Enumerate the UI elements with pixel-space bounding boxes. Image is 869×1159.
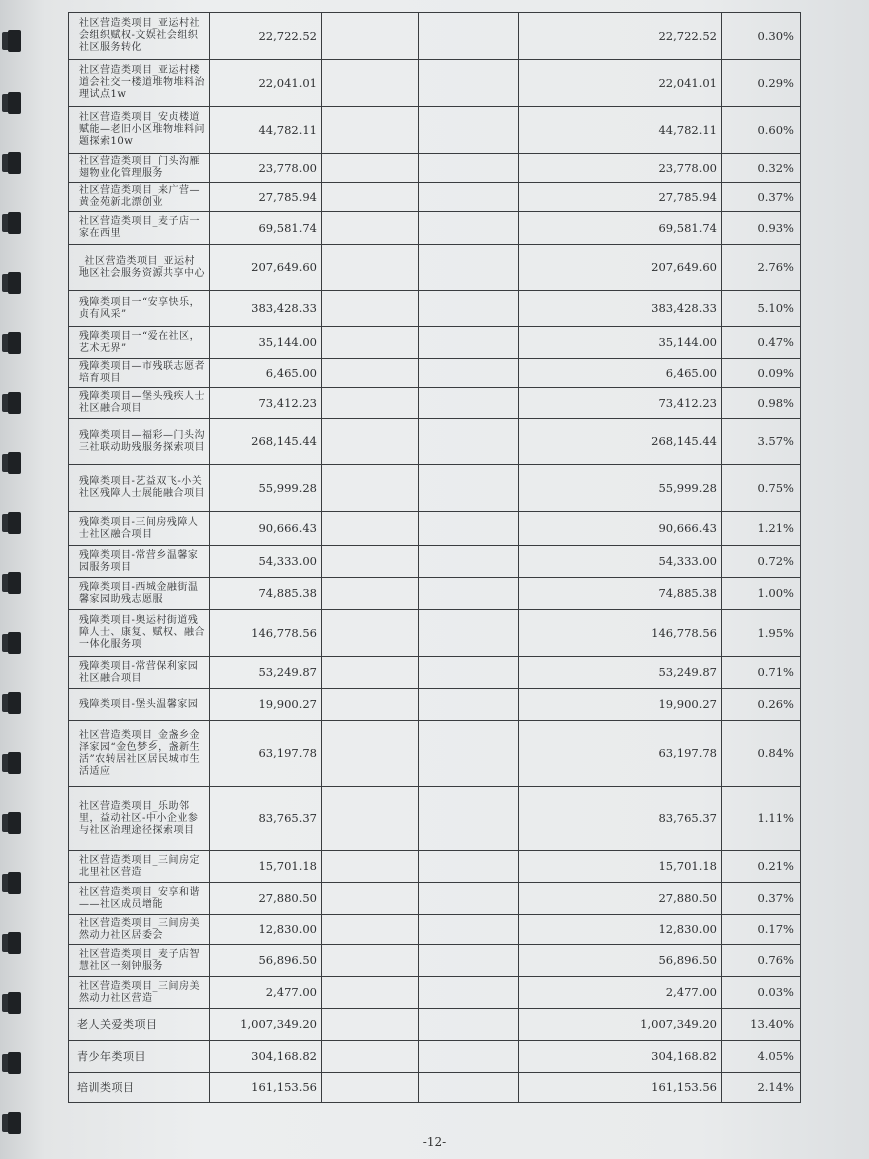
- percent-cell: 1.95%: [722, 610, 801, 657]
- empty-cell: [322, 359, 419, 388]
- empty-cell: [322, 578, 419, 610]
- amount-cell: 22,722.52: [210, 13, 322, 60]
- total-cell: 268,145.44: [519, 419, 722, 465]
- percent-cell: 0.29%: [722, 60, 801, 107]
- empty-cell: [419, 851, 519, 883]
- table-row: [69, 512, 801, 546]
- table-row: [69, 465, 801, 512]
- amount-cell: 56,896.50: [210, 945, 322, 977]
- amount-cell: 73,412.23: [210, 388, 322, 419]
- amount-cell: 1,007,349.20: [210, 1009, 322, 1041]
- empty-cell: [322, 291, 419, 327]
- table-row: [69, 610, 801, 657]
- table-row: [69, 1073, 801, 1103]
- percent-cell: 13.40%: [722, 1009, 801, 1041]
- empty-cell: [419, 419, 519, 465]
- percent-cell: 0.75%: [722, 465, 801, 512]
- empty-cell: [322, 1073, 419, 1103]
- amount-cell: 23,778.00: [210, 154, 322, 183]
- amount-cell: 27,880.50: [210, 883, 322, 915]
- empty-cell: [419, 212, 519, 245]
- total-cell: 383,428.33: [519, 291, 722, 327]
- percent-cell: 0.30%: [722, 13, 801, 60]
- empty-cell: [322, 154, 419, 183]
- project-name-cell: 社区营造类项目_亚运村楼道会社交一楼道堆物堆料治理试点1w: [69, 60, 210, 107]
- project-name-cell: 培训类项目: [69, 1073, 210, 1103]
- amount-cell: 63,197.78: [210, 721, 322, 787]
- percent-cell: 2.14%: [722, 1073, 801, 1103]
- empty-cell: [419, 689, 519, 721]
- empty-cell: [419, 13, 519, 60]
- project-name-cell: 残障类项目-奥运村街道残障人士、康复、赋权、融合一体化服务项: [69, 610, 210, 657]
- project-name-cell: 残障类项目-西城金融街温馨家园助残志愿服: [69, 578, 210, 610]
- project-name-cell: 社区营造类项目_三间房美然动力社区营造: [69, 977, 210, 1009]
- percent-cell: 0.76%: [722, 945, 801, 977]
- total-cell: 74,885.38: [519, 578, 722, 610]
- page-number: -12-: [422, 1135, 447, 1149]
- empty-cell: [322, 245, 419, 291]
- binder-holes: [0, 0, 30, 1159]
- amount-cell: 69,581.74: [210, 212, 322, 245]
- percent-cell: 3.57%: [722, 419, 801, 465]
- total-cell: 6,465.00: [519, 359, 722, 388]
- percent-cell: 0.03%: [722, 977, 801, 1009]
- table-row: [69, 851, 801, 883]
- amount-cell: 207,649.60: [210, 245, 322, 291]
- empty-cell: [419, 107, 519, 154]
- total-cell: 23,778.00: [519, 154, 722, 183]
- percent-cell: 2.76%: [722, 245, 801, 291]
- amount-cell: 90,666.43: [210, 512, 322, 546]
- table-row: [69, 787, 801, 851]
- percent-cell: 0.21%: [722, 851, 801, 883]
- total-cell: 73,412.23: [519, 388, 722, 419]
- empty-cell: [419, 915, 519, 945]
- empty-cell: [419, 291, 519, 327]
- table-row: [69, 212, 801, 245]
- amount-cell: 55,999.28: [210, 465, 322, 512]
- percent-cell: 0.84%: [722, 721, 801, 787]
- percent-cell: 0.17%: [722, 915, 801, 945]
- empty-cell: [322, 883, 419, 915]
- empty-cell: [322, 915, 419, 945]
- empty-cell: [419, 327, 519, 359]
- empty-cell: [419, 245, 519, 291]
- empty-cell: [322, 212, 419, 245]
- amount-cell: 2,477.00: [210, 977, 322, 1009]
- amount-cell: 54,333.00: [210, 546, 322, 578]
- project-name-cell: 残障类项目-艺益双飞-小关社区残障人士展能融合项目: [69, 465, 210, 512]
- table-row: [69, 419, 801, 465]
- table-row: [69, 657, 801, 689]
- project-name-cell: 社区营造类项目_安贞楼道赋能—老旧小区堆物堆料问题探索10w: [69, 107, 210, 154]
- table-row: [69, 1041, 801, 1073]
- empty-cell: [419, 154, 519, 183]
- amount-cell: 146,778.56: [210, 610, 322, 657]
- empty-cell: [419, 359, 519, 388]
- percent-cell: 1.11%: [722, 787, 801, 851]
- empty-cell: [419, 977, 519, 1009]
- amount-cell: 53,249.87: [210, 657, 322, 689]
- amount-cell: 161,153.56: [210, 1073, 322, 1103]
- empty-cell: [322, 851, 419, 883]
- total-cell: 15,701.18: [519, 851, 722, 883]
- percent-cell: 0.26%: [722, 689, 801, 721]
- empty-cell: [322, 977, 419, 1009]
- table-row: [69, 945, 801, 977]
- table-row: [69, 291, 801, 327]
- amount-cell: 383,428.33: [210, 291, 322, 327]
- empty-cell: [322, 388, 419, 419]
- percent-cell: 0.98%: [722, 388, 801, 419]
- total-cell: 56,896.50: [519, 945, 722, 977]
- percent-cell: 0.60%: [722, 107, 801, 154]
- percent-cell: 4.05%: [722, 1041, 801, 1073]
- empty-cell: [419, 1009, 519, 1041]
- empty-cell: [419, 183, 519, 212]
- empty-cell: [322, 1041, 419, 1073]
- amount-cell: 19,900.27: [210, 689, 322, 721]
- project-name-cell: 残障类项目一“爱在社区，艺术无界”: [69, 327, 210, 359]
- project-name-cell: 社区营造类项目_三间房定北里社区营造: [69, 851, 210, 883]
- table-row: [69, 578, 801, 610]
- empty-cell: [322, 107, 419, 154]
- table-row: [69, 154, 801, 183]
- total-cell: 2,477.00: [519, 977, 722, 1009]
- percent-cell: 0.71%: [722, 657, 801, 689]
- amount-cell: 304,168.82: [210, 1041, 322, 1073]
- total-cell: 161,153.56: [519, 1073, 722, 1103]
- table-row: [69, 546, 801, 578]
- project-name-cell: 社区营造类项目_亚运村社会组织赋权-文娱社会组织社区服务转化: [69, 13, 210, 60]
- empty-cell: [322, 945, 419, 977]
- empty-cell: [419, 721, 519, 787]
- amount-cell: 83,765.37: [210, 787, 322, 851]
- table-row: [69, 915, 801, 945]
- table-row: [69, 183, 801, 212]
- total-cell: 1,007,349.20: [519, 1009, 722, 1041]
- total-cell: 83,765.37: [519, 787, 722, 851]
- empty-cell: [322, 327, 419, 359]
- amount-cell: 268,145.44: [210, 419, 322, 465]
- amount-cell: 44,782.11: [210, 107, 322, 154]
- total-cell: 22,041.01: [519, 60, 722, 107]
- table-row: [69, 1009, 801, 1041]
- total-cell: 146,778.56: [519, 610, 722, 657]
- project-name-cell: _社区营造类项目_亚运村地区社会服务资源共享中心: [69, 245, 210, 291]
- empty-cell: [322, 610, 419, 657]
- percent-cell: 1.00%: [722, 578, 801, 610]
- empty-cell: [419, 610, 519, 657]
- amount-cell: 6,465.00: [210, 359, 322, 388]
- empty-cell: [322, 721, 419, 787]
- amount-cell: 27,785.94: [210, 183, 322, 212]
- table-row: [69, 327, 801, 359]
- empty-cell: [322, 183, 419, 212]
- project-name-cell: 社区营造类项目_三间房美然动力社区居委会: [69, 915, 210, 945]
- table-row: [69, 977, 801, 1009]
- amount-cell: 74,885.38: [210, 578, 322, 610]
- amount-cell: 15,701.18: [210, 851, 322, 883]
- project-name-cell: 社区营造类项目_来广营—黄金苑新北漂创业: [69, 183, 210, 212]
- empty-cell: [322, 13, 419, 60]
- total-cell: 55,999.28: [519, 465, 722, 512]
- expense-table-body: [69, 13, 801, 1103]
- percent-cell: 0.09%: [722, 359, 801, 388]
- empty-cell: [322, 1009, 419, 1041]
- project-name-cell: 残障类项目—市残联志愿者培育项目: [69, 359, 210, 388]
- empty-cell: [419, 945, 519, 977]
- project-name-cell: 青少年类项目: [69, 1041, 210, 1073]
- project-name-cell: 社区营造类项目_安享和谐——社区成员增能: [69, 883, 210, 915]
- total-cell: 69,581.74: [519, 212, 722, 245]
- total-cell: 44,782.11: [519, 107, 722, 154]
- empty-cell: [322, 465, 419, 512]
- total-cell: 27,785.94: [519, 183, 722, 212]
- table-row: [69, 107, 801, 154]
- total-cell: 90,666.43: [519, 512, 722, 546]
- total-cell: 304,168.82: [519, 1041, 722, 1073]
- project-name-cell: 残障类项目-常营保利家园社区融合项目: [69, 657, 210, 689]
- table-row: [69, 689, 801, 721]
- project-name-cell: 老人关爱类项目: [69, 1009, 210, 1041]
- total-cell: 207,649.60: [519, 245, 722, 291]
- empty-cell: [419, 388, 519, 419]
- total-cell: 35,144.00: [519, 327, 722, 359]
- table-row: [69, 245, 801, 291]
- empty-cell: [322, 419, 419, 465]
- percent-cell: 0.37%: [722, 183, 801, 212]
- table-row: [69, 60, 801, 107]
- total-cell: 27,880.50: [519, 883, 722, 915]
- table-row: [69, 883, 801, 915]
- percent-cell: 0.37%: [722, 883, 801, 915]
- expense-table: [68, 12, 801, 1103]
- empty-cell: [322, 787, 419, 851]
- empty-cell: [419, 60, 519, 107]
- percent-cell: 1.21%: [722, 512, 801, 546]
- project-name-cell: 残障类项目—福彩—门头沟三社联动助残服务探索项目: [69, 419, 210, 465]
- table-row: [69, 13, 801, 60]
- total-cell: 54,333.00: [519, 546, 722, 578]
- empty-cell: [419, 1073, 519, 1103]
- percent-cell: 0.93%: [722, 212, 801, 245]
- total-cell: 63,197.78: [519, 721, 722, 787]
- amount-cell: 35,144.00: [210, 327, 322, 359]
- empty-cell: [419, 657, 519, 689]
- amount-cell: 22,041.01: [210, 60, 322, 107]
- empty-cell: [419, 512, 519, 546]
- table-row: [69, 388, 801, 419]
- empty-cell: [322, 689, 419, 721]
- project-name-cell: 社区营造类项目_麦子店智慧社区一刻钟服务: [69, 945, 210, 977]
- project-name-cell: 社区营造类项目_金盏乡金泽家园“金色梦乡，盏新生活”农转居社区居民城市生活适应: [69, 721, 210, 787]
- empty-cell: [322, 546, 419, 578]
- empty-cell: [419, 787, 519, 851]
- empty-cell: [419, 465, 519, 512]
- empty-cell: [419, 546, 519, 578]
- percent-cell: 0.32%: [722, 154, 801, 183]
- empty-cell: [322, 657, 419, 689]
- percent-cell: 5.10%: [722, 291, 801, 327]
- project-name-cell: 残障类项目—堡头残疾人士社区融合项目: [69, 388, 210, 419]
- total-cell: 12,830.00: [519, 915, 722, 945]
- total-cell: 19,900.27: [519, 689, 722, 721]
- empty-cell: [419, 883, 519, 915]
- table-row: [69, 359, 801, 388]
- project-name-cell: 残障类项目一“安享快乐，贞有风采”: [69, 291, 210, 327]
- empty-cell: [322, 60, 419, 107]
- total-cell: 22,722.52: [519, 13, 722, 60]
- project-name-cell: 残障类项目-常营乡温馨家园服务项目: [69, 546, 210, 578]
- percent-cell: 0.47%: [722, 327, 801, 359]
- project-name-cell: 社区营造类项目_麦子店一家在西里: [69, 212, 210, 245]
- project-name-cell: 残障类项目-堡头温馨家园: [69, 689, 210, 721]
- percent-cell: 0.72%: [722, 546, 801, 578]
- project-name-cell: 社区营造类项目_门头沟雁翅物业化管理服务: [69, 154, 210, 183]
- table-row: [69, 721, 801, 787]
- amount-cell: 12,830.00: [210, 915, 322, 945]
- empty-cell: [322, 512, 419, 546]
- project-name-cell: 残障类项目-三间房残障人士社区融合项目: [69, 512, 210, 546]
- empty-cell: [419, 578, 519, 610]
- project-name-cell: 社区营造类项目_乐助邻里，益动社区-中小企业参与社区治理途径探索项目: [69, 787, 210, 851]
- empty-cell: [419, 1041, 519, 1073]
- total-cell: 53,249.87: [519, 657, 722, 689]
